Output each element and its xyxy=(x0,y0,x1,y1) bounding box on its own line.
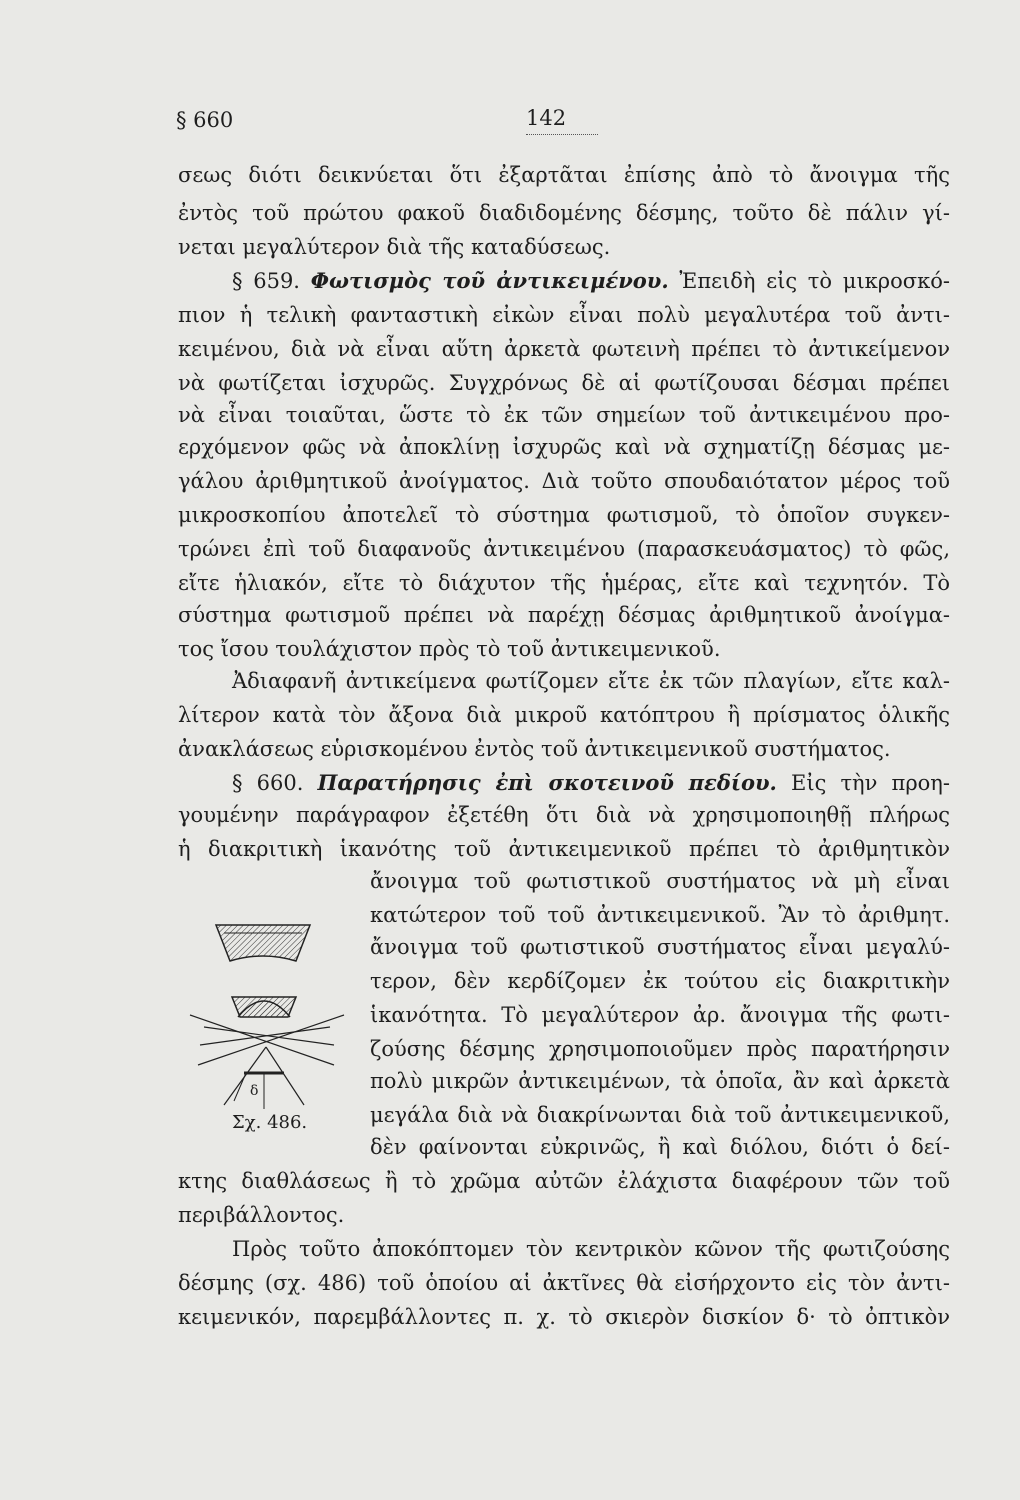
text-line: ἱκανότητα. Τὸ μεγαλύτερον ἀρ. ἄνοιγμα τῆς φωτι- xyxy=(370,1003,950,1027)
figure-486-illustration xyxy=(184,905,354,1145)
text-line: ζούσης δέσμης χρησιμοποιοῦμεν πρὸς παρατήρησιν xyxy=(370,1037,950,1061)
text-line: Πρὸς τοῦτο ἀποκόπτομεν τὸν κεντρικὸν κῶνον τῆς φωτιζούσης xyxy=(232,1237,950,1261)
text-line: ἡ διακριτικὴ ἱκανότης τοῦ ἀντικειμενικοῦ πρέπει τὸ ἀριθμητικὸν xyxy=(178,837,950,861)
text-line: ἀνακλάσεως εὑρισκομένου ἐντὸς τοῦ ἀντικειμενικοῦ συστήματος. xyxy=(178,737,891,761)
text-line: γάλου ἀριθμητικοῦ ἀνοίγματος. Διὰ τοῦτο σπουδαιότατον μέρος τοῦ xyxy=(178,469,950,493)
text-line: τος ἴσου τουλάχιστον πρὸς τὸ τοῦ ἀντικειμενικοῦ. xyxy=(178,637,721,661)
page-number: 142 xyxy=(526,106,567,130)
text-line: λίτερον κατὰ τὸν ἄξονα διὰ μικροῦ κατόπτρου ἢ πρίσματος ὁλικῆς xyxy=(178,703,950,727)
stop-disk-delta xyxy=(234,1073,284,1109)
text-line: σύστημα φωτισμοῦ πρέπει νὰ παρέχῃ δέσμας ἀριθμητικοῦ ἀνοίγμα- xyxy=(178,603,950,627)
text-line: πιον ἡ τελικὴ φανταστικὴ εἰκὼν εἶναι πολὺ μεγαλυτέρα τοῦ ἀντι- xyxy=(178,303,950,327)
text-line: μεγάλα διὰ νὰ διακρίνωνται διὰ τοῦ ἀντικειμενικοῦ, xyxy=(370,1103,950,1127)
text-line: εἴτε ἡλιακόν, εἴτε τὸ διάχυτον τῆς ἡμέρας, εἴτε καὶ τεχνητόν. Τὸ xyxy=(178,571,950,595)
text-fragment: Εἰς τὴν προη- xyxy=(791,771,950,795)
text-line: ἄνοιγμα τοῦ φωτιστικοῦ συστήματος εἶναι μεγαλύ- xyxy=(370,935,950,959)
text-line: περιβάλλοντος. xyxy=(178,1203,345,1227)
text-line: δέσμης (σχ. 486) τοῦ ὁποίου αἱ ἀκτῖνες θὰ εἰσήρχοντο εἰς τὸν ἀντι- xyxy=(178,1271,950,1295)
text-line: τρώνει ἐπὶ τοῦ διαφανοῦς ἀντικειμένου (παρασκευάσματος) τὸ φῶς, xyxy=(178,537,950,561)
section-660-number: § 660. xyxy=(232,771,304,795)
section-660-line xyxy=(232,768,950,798)
text-line: πολὺ μικρῶν ἀντικειμένων, τὰ ὁποῖα, ἂν καὶ ἀρκετὰ xyxy=(370,1069,950,1093)
disk-label: δ xyxy=(250,1083,259,1099)
text-line: Ἀδιαφανῆ ἀντικείμενα φωτίζομεν εἴτε ἐκ τῶν πλαγίων, εἴτε καλ- xyxy=(232,669,950,693)
text-line: κειμενικόν, παρεμβάλλοντες π. χ. τὸ σκιερὸν δισκίον δ· τὸ ὀπτικὸν xyxy=(178,1305,950,1329)
text-line: τερον, δὲν κερδίζομεν ἐκ τούτου εἰς διακριτικὴν xyxy=(370,969,950,993)
text-fragment: Ἐπειδὴ εἰς τὸ μικροσκό- xyxy=(679,269,950,293)
light-rays xyxy=(190,1015,344,1105)
section-659-line xyxy=(232,266,950,296)
text-line: σεως διότι δεικνύεται ὅτι ἐξαρτᾶται ἐπίσης ἀπὸ τὸ ἄνοιγμα τῆς xyxy=(178,163,950,187)
text-line: γουμένην παράγραφον ἐξετέθη ὅτι διὰ νὰ χρησιμοποιηθῇ πλήρως xyxy=(178,803,950,827)
section-659-number: § 659. xyxy=(232,269,300,293)
section-660-heading: Παρατήρησις ἐπὶ σκοτεινοῦ πεδίου. xyxy=(317,770,777,795)
figure-caption: Σχ. 486. xyxy=(232,1112,308,1133)
section-659-heading: Φωτισμὸς τοῦ ἀντικειμένου. xyxy=(310,268,669,293)
text-line: νεται μεγαλύτερον διὰ τῆς καταδύσεως. xyxy=(178,235,611,259)
text-line: κειμένου, διὰ νὰ εἶναι αὕτη ἀρκετὰ φωτεινὴ πρέπει τὸ ἀντικείμενον xyxy=(178,337,950,361)
text-line: δὲν φαίνονται εὐκρινῶς, ἢ καὶ διόλου, διότι ὁ δεί- xyxy=(370,1135,950,1159)
text-line: νὰ εἶναι τοιαῦται, ὥστε τὸ ἐκ τῶν σημείων τοῦ ἀντικειμένου προ- xyxy=(178,403,950,427)
text-line: κατώτερον τοῦ τοῦ ἀντικειμενικοῦ. Ἂν τὸ ἀριθμητ. xyxy=(370,903,950,927)
text-line: ερχόμενον φῶς νὰ ἀποκλίνῃ ἰσχυρῶς καὶ νὰ σχηματίζῃ δέσμας με- xyxy=(178,435,950,459)
text-line: ἐντὸς τοῦ πρώτου φακοῦ διαδιδομένης δέσμης, τοῦτο δὲ πάλιν γί- xyxy=(178,201,950,225)
page-number-rule xyxy=(526,134,598,135)
section-reference: § 660 xyxy=(176,108,234,132)
text-line: ἄνοιγμα τοῦ φωτιστικοῦ συστήματος νὰ μὴ εἶναι xyxy=(370,869,950,893)
condenser-lens-lower xyxy=(232,997,296,1017)
text-line: κτης διαθλάσεως ἢ τὸ χρῶμα αὐτῶν ἐλάχιστα διαφέρουν τῶν τοῦ xyxy=(178,1169,950,1193)
text-line: μικροσκοπίου ἀποτελεῖ τὸ σύστημα φωτισμοῦ, τὸ ὁποῖον συγκεν- xyxy=(178,503,950,527)
condenser-lens-upper xyxy=(216,925,310,961)
text-line: νὰ φωτίζεται ἰσχυρῶς. Συγχρόνως δὲ αἱ φωτίζουσαι δέσμαι πρέπει xyxy=(178,371,950,395)
